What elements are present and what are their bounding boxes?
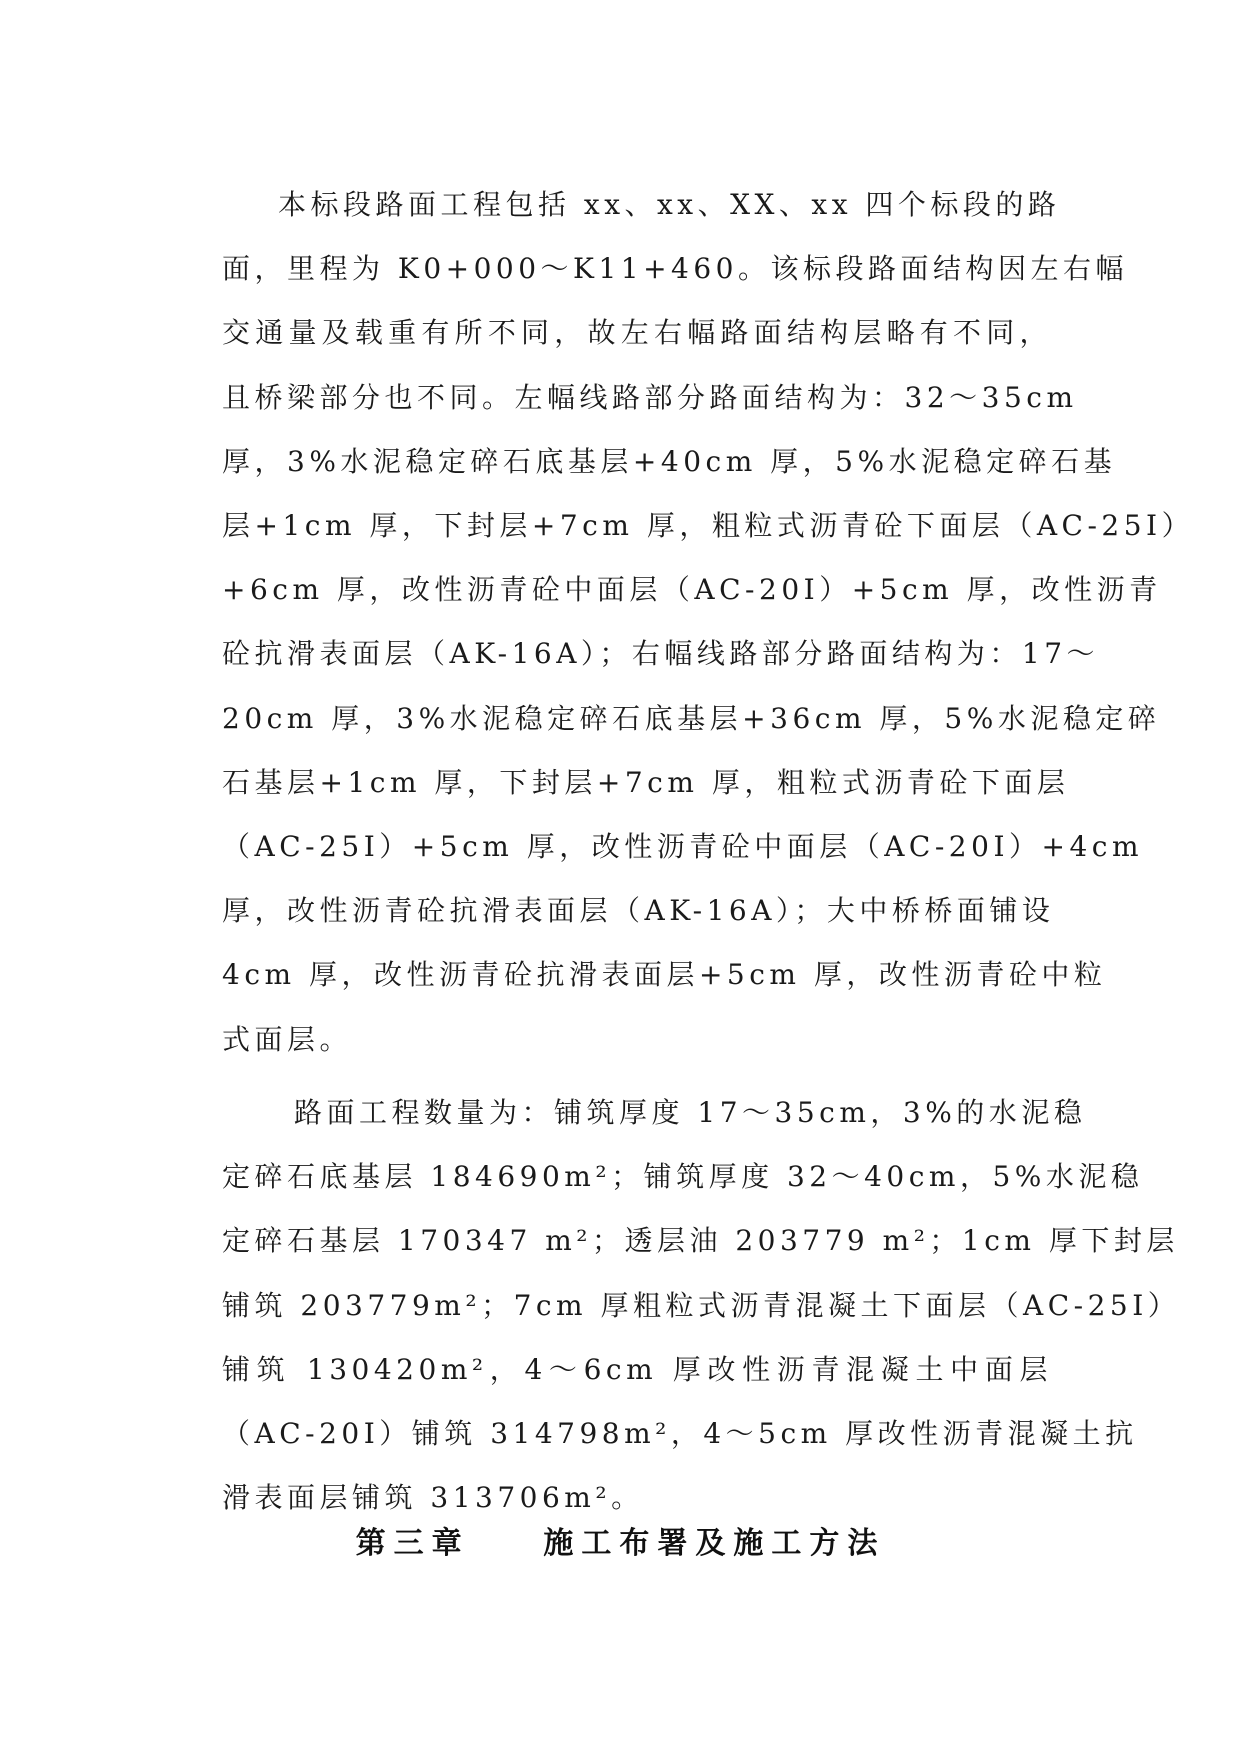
text-line: 式面层。 <box>222 1022 353 1056</box>
text-line: 厚，改性沥青砼抗滑表面层（AK-16A）；大中桥桥面铺设 <box>222 894 1055 928</box>
text-line: 定碎石底基层 184690m²；铺筑厚度 32～40cm，5%水泥稳 <box>222 1160 1144 1194</box>
text-line: 本标段路面工程包括 xx、xx、XX、xx 四个标段的路 <box>278 188 1061 221</box>
text-line: 4cm 厚，改性沥青砼抗滑表面层+5cm 厚，改性沥青砼中粒 <box>222 958 1107 992</box>
text-line: 面，里程为 K0+000～K11+460。该标段路面结构因左右幅 <box>222 252 1128 286</box>
text-line: 厚，3%水泥稳定碎石底基层+40cm 厚，5%水泥稳定碎石基 <box>222 444 1117 478</box>
paragraph-pavement-quantities <box>222 1081 1181 1530</box>
text-line: 层+1cm 厚，下封层+7cm 厚，粗粒式沥青砼下面层（AC-25I） <box>222 509 1195 543</box>
text-line: （AC-25I）+5cm 厚，改性沥青砼中面层（AC-20I）+4cm <box>222 830 1144 864</box>
text-line: 砼抗滑表面层（AK-16A）；右幅线路部分路面结构为：17～ <box>222 637 1100 671</box>
chapter-heading: 第三章 施工布署及施工方法 <box>355 1526 886 1561</box>
text-line: 交通量及载重有所不同，故左右幅路面结构层略有不同， <box>222 316 1052 350</box>
text-line: 且桥梁部分也不同。左幅线路部分路面结构为：32～35cm <box>222 380 1078 414</box>
text-line: 路面工程数量为：铺筑厚度 17～35cm，3%的水泥稳 <box>294 1096 1087 1129</box>
text-line: （AC-20I）铺筑 314798m²，4～5cm 厚改性沥青混凝土抗 <box>222 1417 1138 1451</box>
text-line: 20cm 厚，3%水泥稳定碎石底基层+36cm 厚，5%水泥稳定碎 <box>222 701 1161 735</box>
text-line: 铺筑 203779m²；7cm 厚粗粒式沥青混凝土下面层（AC-25I） <box>222 1288 1181 1322</box>
text-line: 石基层+1cm 厚，下封层+7cm 厚，粗粒式沥青砼下面层 <box>222 765 1070 799</box>
text-line: 定碎石基层 170347 m²；透层油 203779 m²；1cm 厚下封层 <box>222 1224 1179 1258</box>
text-line: 滑表面层铺筑 313706m²。 <box>222 1481 644 1515</box>
text-line: +6cm 厚，改性沥青砼中面层（AC-20I）+5cm 厚，改性沥青 <box>222 573 1162 607</box>
text-line: 铺筑 130420m²，4～6cm 厚改性沥青混凝土中面层 <box>222 1352 1052 1386</box>
paragraph-pavement-structure <box>222 173 1195 1072</box>
